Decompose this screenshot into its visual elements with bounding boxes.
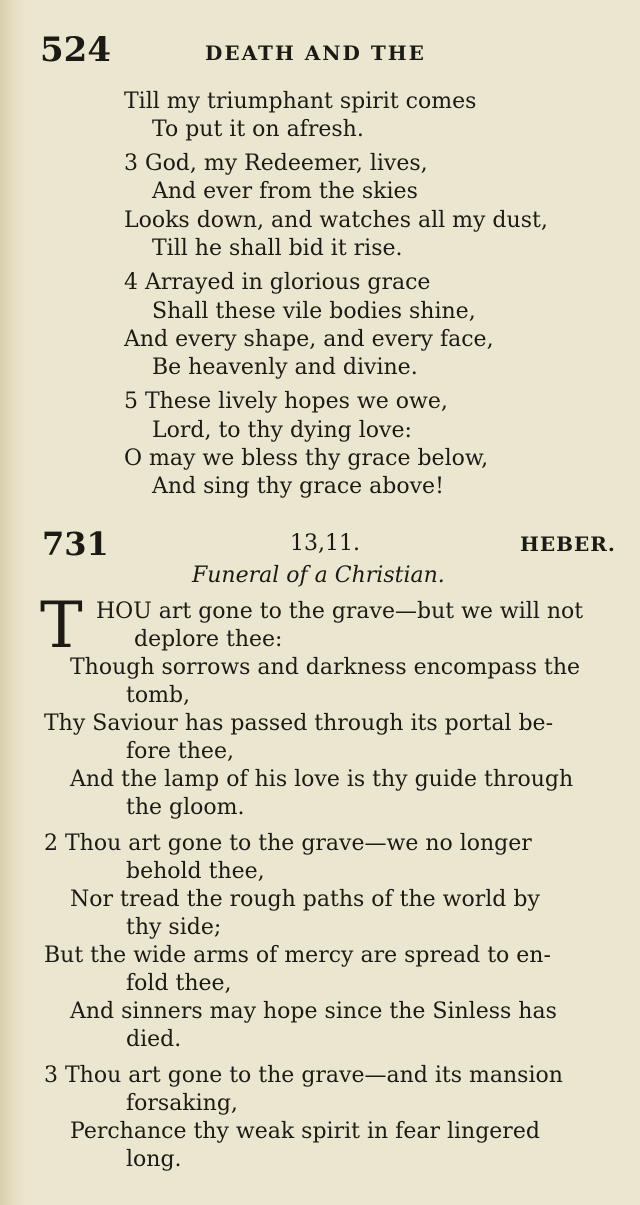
hymn-number: 731 [42, 525, 109, 563]
verse-line: And every shape, and every face, [124, 327, 494, 352]
verse-line: behold thee, [126, 859, 265, 884]
verse-line: O may we bless thy grace below, [124, 446, 489, 471]
page-number: 524 [40, 30, 111, 70]
verse-line: thy side; [126, 915, 222, 940]
verse-line: 5 These lively hopes we owe, [124, 389, 448, 414]
verse-line: And ever from the skies [152, 179, 418, 204]
verse-line: 3 Thou art gone to the grave—and its mansion [44, 1063, 563, 1088]
verse-line: tomb, [126, 683, 191, 708]
hymn-author: HEBER. [520, 532, 616, 556]
verse-line: forsaking, [126, 1091, 238, 1116]
running-title: DEATH AND THE [205, 41, 426, 65]
verse-line: long. [126, 1147, 182, 1172]
verse-line: And sinners may hope since the Sinless has [70, 999, 557, 1024]
verse-line: Nor tread the rough paths of the world by [70, 887, 540, 912]
verse-line: fore thee, [126, 739, 234, 764]
hymn-meter: 13,11. [290, 531, 360, 556]
verse-line: Till he shall bid it rise. [152, 236, 403, 261]
verse-line: died. [126, 1027, 182, 1052]
hymn-title: Funeral of a Christian. [192, 563, 445, 588]
verse-line: Lord, to thy dying love: [152, 418, 412, 443]
verse-line: Be heavenly and divine. [152, 355, 418, 380]
verse-line: Looks down, and watches all my dust, [124, 208, 548, 233]
verse-line: Till my triumphant spirit comes [124, 89, 477, 114]
verse-line: And the lamp of his love is thy guide through [70, 767, 574, 792]
verse-line: 3 God, my Redeemer, lives, [124, 151, 428, 176]
verse-line: Thy Saviour has passed through its portal be- [44, 711, 553, 736]
verse-line: Shall these vile bodies shine, [152, 299, 476, 324]
drop-cap: T [40, 589, 83, 663]
verse-line: But the wide arms of mercy are spread to en- [44, 943, 551, 968]
verse-line: And sing thy grace above! [152, 474, 444, 499]
verse-line: deplore thee: [134, 627, 283, 652]
verse-line: the gloom. [126, 795, 245, 820]
verse-line: fold thee, [126, 971, 232, 996]
verse-line: Though sorrows and darkness encompass the [70, 655, 581, 680]
verse-line: To put it on afresh. [152, 117, 364, 142]
verse-line: 2 Thou art gone to the grave—we no longer [44, 831, 532, 856]
verse-line: HOU art gone to the grave—but we will not [96, 599, 584, 624]
page-edge-shading [0, 0, 26, 1205]
verse-line: Perchance thy weak spirit in fear lingered [70, 1119, 540, 1144]
verse-line: 4 Arrayed in glorious grace [124, 270, 431, 295]
